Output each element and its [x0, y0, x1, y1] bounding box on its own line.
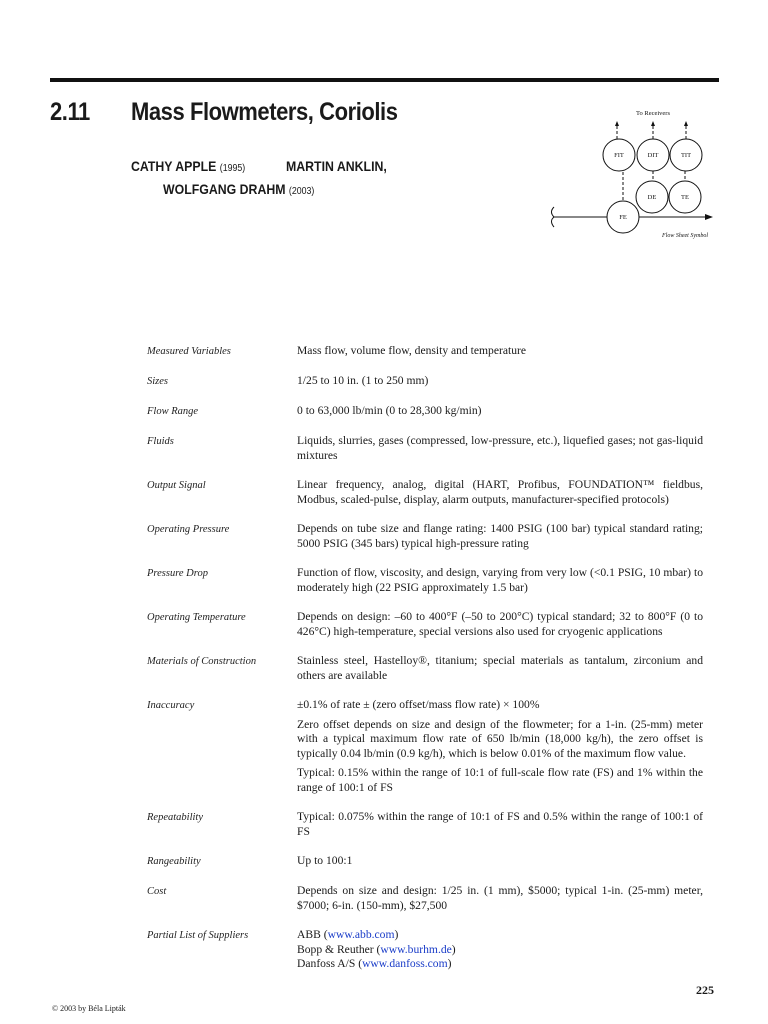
- spec-text: 1/25 to 10 in. (1 to 250 mm): [297, 374, 429, 387]
- spec-row-fluids: [147, 434, 703, 463]
- spec-label: Flow Range: [147, 406, 199, 417]
- spec-text: 0 to 63,000 lb/min (0 to 28,300 kg/min): [297, 404, 482, 417]
- flow-sheet-symbol-diagram: [545, 103, 725, 243]
- supplier-name: ABB: [297, 928, 321, 941]
- author-year: (2003): [288, 186, 315, 197]
- instrument-label: FIT: [614, 152, 624, 159]
- spec-label: Fluids: [147, 436, 174, 447]
- supplier-link[interactable]: www.abb.com: [327, 928, 395, 941]
- spec-row-rangeability: [147, 854, 703, 869]
- spec-text: Mass flow, volume flow, density and temperature: [297, 344, 527, 357]
- diagram-caption: Flow Sheet Symbol: [662, 233, 708, 239]
- supplier-item: Danfoss A/S (www.danfoss.com): [297, 957, 452, 970]
- author-cathy-apple: [131, 158, 245, 174]
- spec-text: Liquids, slurries, gases (compressed, low-pressure, etc.), liquefied gases; not gas-liquid mixtures: [297, 434, 703, 462]
- supplier-name: Bopp & Reuther: [297, 942, 374, 956]
- spec-value: [297, 434, 703, 463]
- spec-value: [297, 854, 703, 869]
- spec-row-operating-temperature: [147, 610, 703, 639]
- spec-label: Materials of Construction: [147, 656, 257, 667]
- spec-text: Depends on design: –60 to 400°F (–50 to 200°C) typical standard; 32 to 800°F (0 to 426°C) high-temperature, special versions also used for cryogenic applications: [297, 610, 703, 638]
- spec-label: Rangeability: [147, 856, 201, 867]
- spec-label: Operating Temperature: [147, 612, 246, 623]
- specifications-table: [147, 344, 703, 987]
- spec-value: [297, 522, 703, 551]
- author-name: MARTIN ANKLIN,: [286, 158, 387, 174]
- spec-value: [297, 374, 703, 389]
- spec-row-suppliers: [147, 928, 703, 972]
- diagram-top-label: To Receivers: [635, 110, 671, 117]
- section-number: 2.11: [50, 98, 90, 126]
- supplier-list: [297, 928, 703, 972]
- spec-row-flow-range: [147, 404, 703, 419]
- spec-text: Linear frequency, analog, digital (HART, Profibus, FOUNDATION™ fieldbus, Modbus, scaled-pulse, display, alarm outputs, manufacturer-specified protocols): [297, 478, 703, 506]
- spec-value: [297, 566, 703, 595]
- author-wolfgang-drahm: [163, 181, 314, 197]
- spec-label: Measured Variables: [147, 346, 231, 357]
- spec-value: [297, 698, 703, 795]
- spec-row-inaccuracy: [147, 698, 703, 795]
- spec-text: Depends on tube size and flange rating: 1400 PSIG (100 bar) typical standard rating; 5000 PSIG (345 bars) typical high-pressure rating: [297, 522, 703, 550]
- spec-label: Repeatability: [147, 812, 203, 823]
- spec-text: Stainless steel, Hastelloy®, titanium; special materials as tantalum, zirconium and others are available: [297, 654, 703, 682]
- supplier-item: ABB (www.abb.com): [297, 928, 399, 941]
- spec-row-pressure-drop: [147, 566, 703, 595]
- spec-text: Up to 100:1: [297, 854, 353, 867]
- spec-value: [297, 654, 703, 683]
- spec-text: ±0.1% of rate ± (zero offset/mass flow rate) × 100%: [297, 698, 540, 711]
- spec-label: Operating Pressure: [147, 524, 230, 535]
- spec-value: [297, 478, 703, 507]
- spec-row-operating-pressure: [147, 522, 703, 551]
- author-year: (1995): [219, 163, 246, 174]
- spec-text: Typical: 0.075% within the range of 10:1 of FS and 0.5% within the range of 100:1 of FS: [297, 810, 703, 838]
- spec-label: Inaccuracy: [147, 700, 195, 711]
- spec-value: [297, 404, 703, 419]
- supplier-link[interactable]: www.burhm.de: [380, 942, 452, 956]
- supplier-link[interactable]: www.danfoss.com: [362, 957, 448, 970]
- spec-row-output-signal: [147, 478, 703, 507]
- author-name: WOLFGANG DRAHM: [163, 181, 286, 197]
- spec-label: Cost: [147, 886, 167, 897]
- spec-value: [297, 810, 703, 839]
- supplier-name: Danfoss A/S: [297, 957, 356, 970]
- spec-row-measured-variables: [147, 344, 703, 359]
- spec-label: Pressure Drop: [147, 568, 208, 579]
- author-martin-anklin: [286, 158, 387, 174]
- spec-text: Zero offset depends on size and design of the flowmeter; for a 1-in. (25-mm) meter with a typical maximum flow rate of 650 lb/min (18,000 kg/h), the zero offset is typically 0.04 lb/min (0.9 kg/h), which is below 0.01% of the maximum flow value.: [297, 717, 703, 760]
- spec-row-cost: [147, 884, 703, 913]
- spec-text: Depends on size and design: 1/25 in. (1 mm), $5000; typical 1-in. (25-mm) meter, $7000; 6-in. (150-mm), $27,500: [297, 884, 703, 912]
- instrument-label: DIT: [647, 152, 659, 159]
- spec-value: [297, 884, 703, 913]
- page-number: 225: [696, 983, 714, 997]
- instrument-label: TIT: [680, 152, 692, 159]
- instrument-label: TE: [681, 194, 689, 201]
- instrument-label: DE: [647, 194, 657, 201]
- copyright-notice: © 2003 by Béla Lipták: [52, 1004, 126, 1013]
- spec-text: Typical: 0.15% within the range of 10:1 of full-scale flow rate (FS) and 1% within the range of 100:1 of FS: [297, 766, 703, 794]
- spec-value: [297, 610, 703, 639]
- spec-row-sizes: [147, 374, 703, 389]
- spec-label: Partial List of Suppliers: [147, 930, 249, 941]
- spec-text: Function of flow, viscosity, and design, varying from very low (<0.1 PSIG, 10 mbar) to moderately high (22 PSIG approximately 1.5 bar): [297, 566, 703, 594]
- spec-label: Output Signal: [147, 480, 206, 491]
- supplier-item: Bopp & Reuther (www.burhm.de): [297, 942, 456, 956]
- instrument-label: FE: [619, 214, 627, 221]
- spec-row-materials-of-construction: [147, 654, 703, 683]
- spec-row-repeatability: [147, 810, 703, 839]
- section-title: Mass Flowmeters, Coriolis: [131, 98, 398, 126]
- header-rule: [50, 78, 719, 82]
- spec-value: [297, 344, 703, 359]
- spec-label: Sizes: [147, 376, 168, 387]
- author-name: CATHY APPLE: [131, 158, 217, 174]
